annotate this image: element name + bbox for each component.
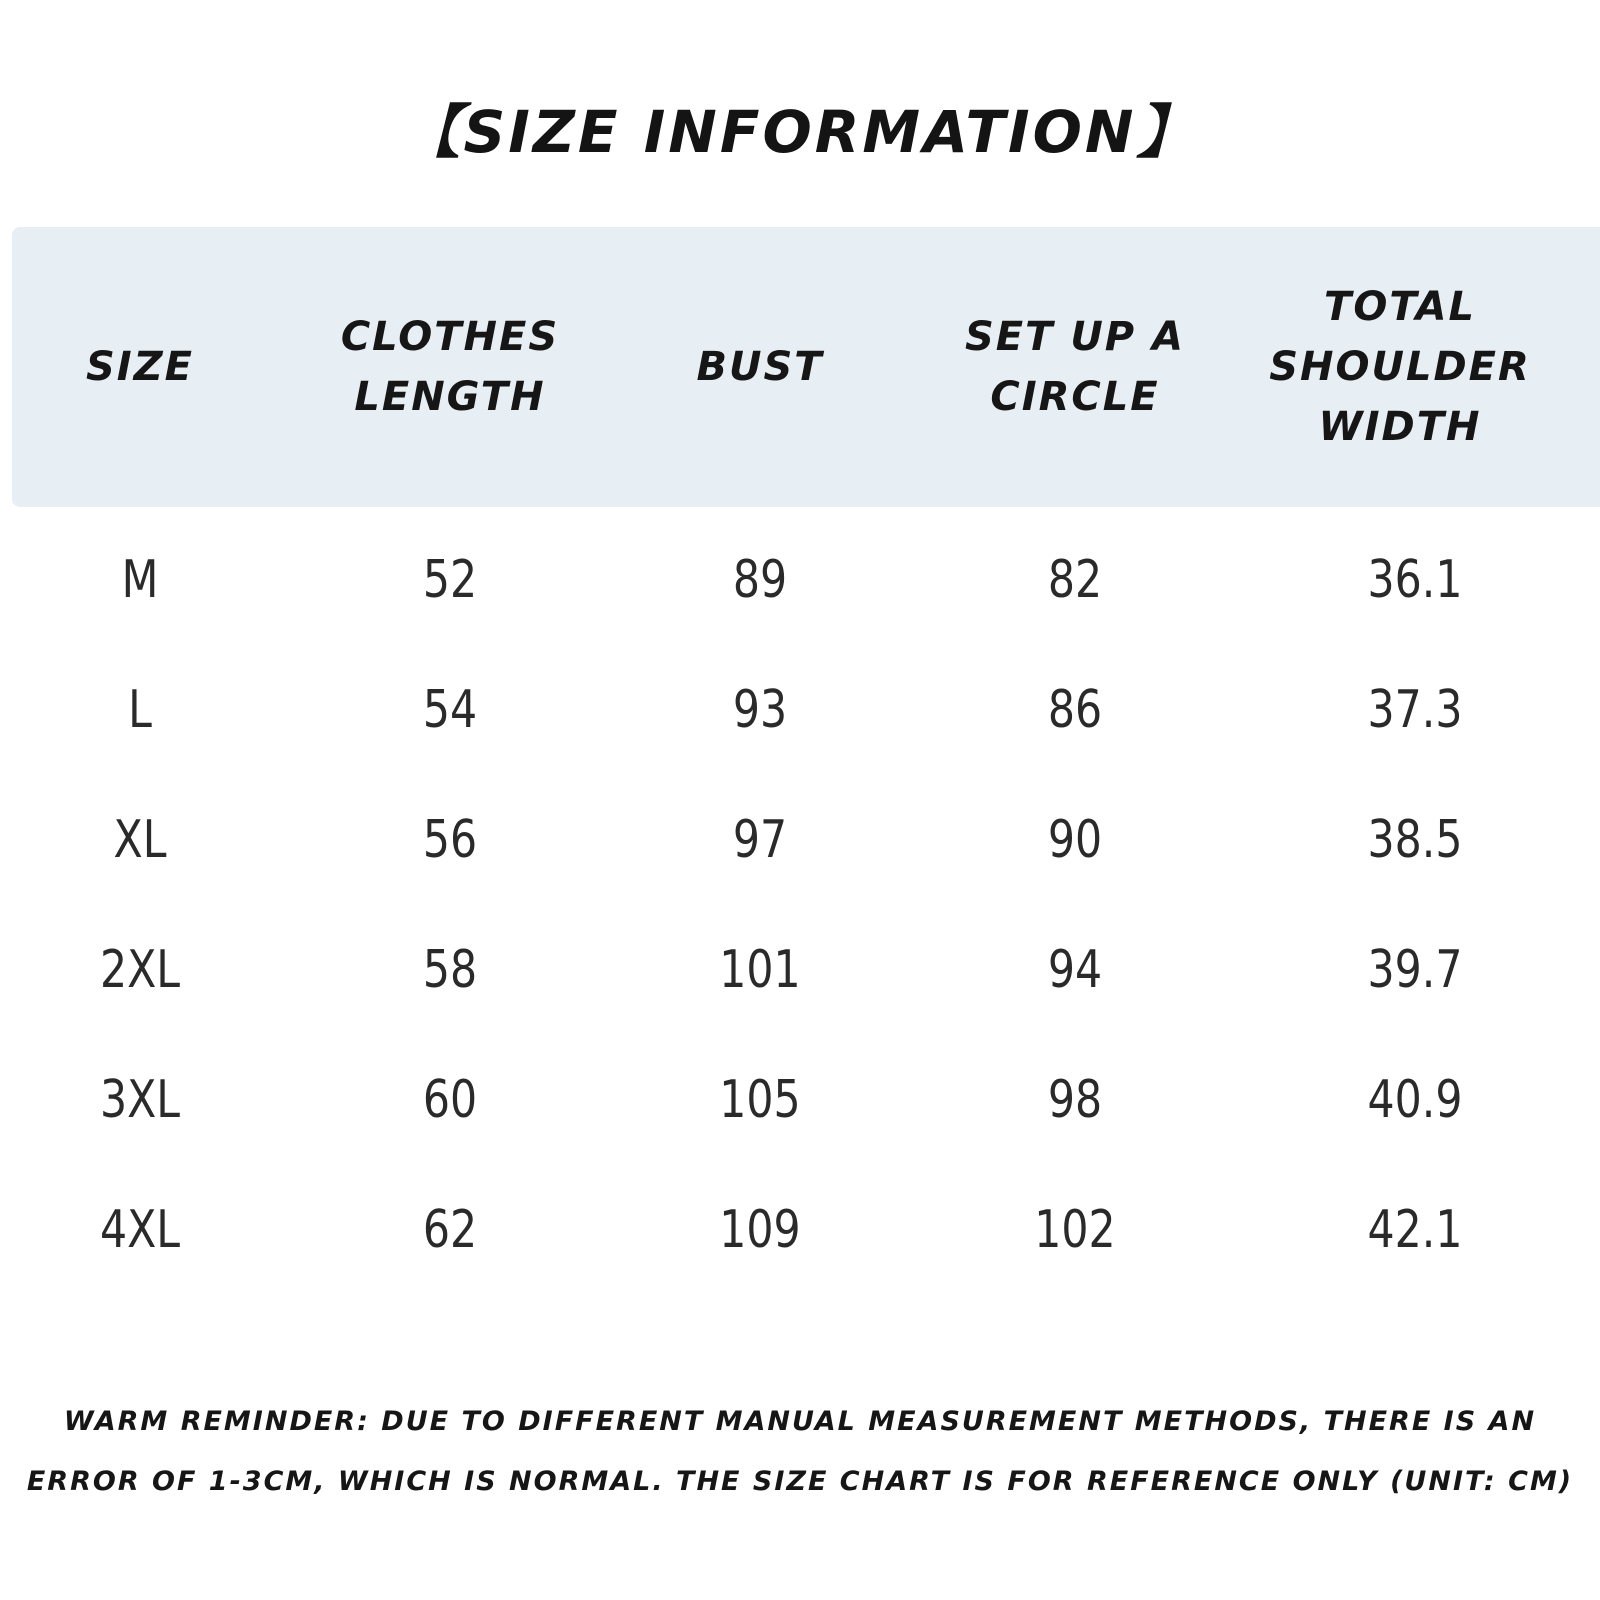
note-line-1: WARM REMINDER: DUE TO DIFFERENT MANUAL MEASUREMENT METHODS, THERE IS AN: [63, 1406, 1537, 1437]
cell-size: 4XL: [99, 1200, 181, 1260]
cell-clothes-length: 62: [422, 1200, 478, 1260]
cell-clothes-length: 54: [422, 680, 478, 740]
table-row: [0, 790, 1600, 890]
header-shoulder-width-line-2: SHOULDER: [1269, 344, 1531, 390]
cell-set-up-circle: 90: [1047, 810, 1103, 870]
cell-size: 3XL: [99, 1070, 181, 1130]
cell-size: XL: [113, 810, 167, 870]
page-title: 【SIZE INFORMATION】: [402, 98, 1198, 166]
header-set-up-circle: [910, 227, 1240, 507]
table-row: [0, 530, 1600, 630]
cell-clothes-length: 52: [422, 550, 478, 610]
table-row: [0, 660, 1600, 760]
table-row: [0, 920, 1600, 1020]
header-shoulder-width-line-1: TOTAL: [1324, 284, 1476, 330]
cell-bust: 105: [719, 1070, 801, 1130]
cell-bust: 89: [732, 550, 788, 610]
cell-set-up-circle: 94: [1047, 940, 1103, 1000]
cell-set-up-circle: 102: [1034, 1200, 1116, 1260]
header-clothes-length-line-1: CLOTHES: [340, 314, 560, 360]
cell-shoulder-width: 38.5: [1367, 810, 1463, 870]
header-shoulder-width: [1250, 227, 1550, 507]
cell-set-up-circle: 82: [1047, 550, 1103, 610]
header-clothes-length: [310, 227, 590, 507]
table-row: [0, 1180, 1600, 1280]
header-clothes-length-line-2: LENGTH: [354, 374, 546, 420]
cell-clothes-length: 58: [422, 940, 478, 1000]
header-set-up-circle-line-2: CIRCLE: [990, 374, 1160, 420]
header-bust-label: BUST: [696, 344, 824, 390]
cell-shoulder-width: 40.9: [1367, 1070, 1463, 1130]
header-set-up-circle-line-1: SET UP A: [964, 314, 1186, 360]
cell-size: L: [128, 680, 152, 740]
cell-shoulder-width: 37.3: [1367, 680, 1463, 740]
cell-shoulder-width: 36.1: [1367, 550, 1463, 610]
header-bust: [640, 227, 880, 507]
cell-shoulder-width: 42.1: [1367, 1200, 1463, 1260]
cell-clothes-length: 56: [422, 810, 478, 870]
header-size-label: SIZE: [85, 344, 195, 390]
header-shoulder-width-line-3: WIDTH: [1318, 404, 1482, 450]
cell-bust: 93: [732, 680, 788, 740]
cell-clothes-length: 60: [422, 1070, 478, 1130]
header-size: [40, 227, 240, 507]
warm-reminder-note: [0, 1392, 1600, 1512]
note-line-2: ERROR OF 1-3CM, WHICH IS NORMAL. THE SIZE CHART IS FOR REFERENCE ONLY (UNIT: CM): [26, 1466, 1574, 1497]
cell-bust: 97: [732, 810, 788, 870]
cell-bust: 101: [719, 940, 801, 1000]
cell-shoulder-width: 39.7: [1367, 940, 1463, 1000]
cell-size: 2XL: [99, 940, 181, 1000]
cell-set-up-circle: 86: [1047, 680, 1103, 740]
cell-set-up-circle: 98: [1047, 1070, 1103, 1130]
cell-bust: 109: [719, 1200, 801, 1260]
cell-size: M: [121, 550, 159, 610]
table-row: [0, 1050, 1600, 1150]
